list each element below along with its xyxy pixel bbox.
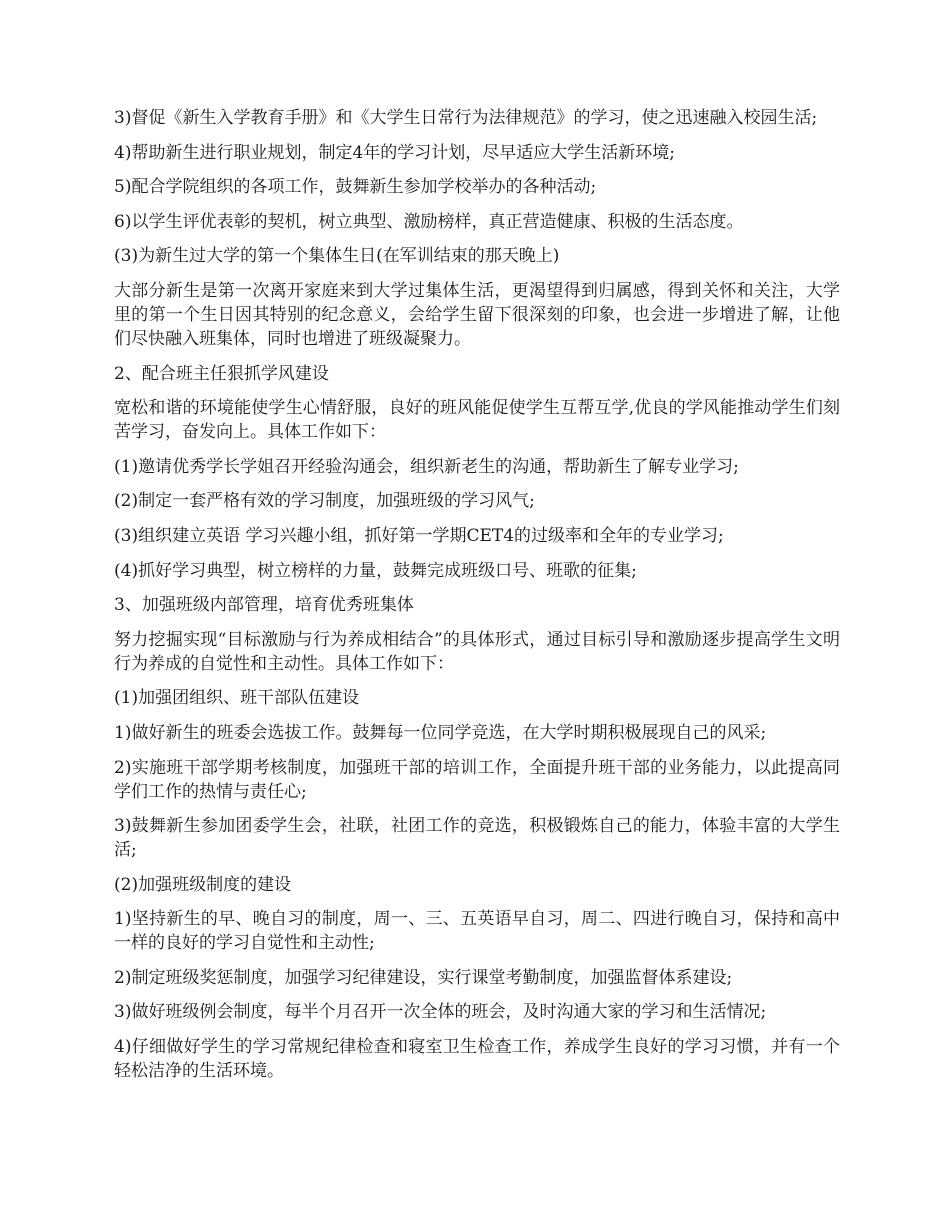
paragraph: 2)制定班级奖惩制度，加强学习纪律建设，实行课堂考勤制度，加强监督体系建设; [114,967,733,988]
paragraph: 1)做好新生的班委会选拔工作。鼓舞每一位同学竞选，在大学时期积极展现自己的风采; [114,722,767,743]
section-heading: (3)为新生过大学的第一个集体生日(在军训结束的那天晚上) [114,246,560,267]
paragraph: 大部分新生是第一次离开家庭来到大学过集体生活，更渴望得到归属感，得到关怀和关注，大学里的第一个生日因其特别的纪念意义，会给学生留下很深刻的印象，也会进一步增进了解，让他们尽快融入班集体，同时也增进了班级凝聚力。 [114,280,840,349]
paragraph: 4)帮助新生进行职业规划，制定4年的学习计划，尽早适应大学生活新环境; [114,142,675,163]
paragraph: 3)鼓舞新生参加团委学生会，社联，社团工作的竞选，积极锻炼自己的能力，体验丰富的大学生活; [114,816,840,861]
paragraph: 3)做好班级例会制度，每半个月召开一次全体的班会，及时沟通大家的学习和生活情况; [114,1002,767,1023]
paragraph: (3)组织建立英语 学习兴趣小组，抓好第一学期CET4的过级率和全年的专业学习; [114,525,724,546]
paragraph: (1)邀请优秀学长学姐召开经验沟通会，组织新老生的沟通，帮助新生了解专业学习; [114,456,739,477]
paragraph: 1)坚持新生的早、晚自习的制度，周一、三、五英语早自习，周二、四进行晚自习，保持和高中一样的良好的学习自觉性和主动性; [114,909,840,954]
paragraph: (2)制定一套严格有效的学习制度，加强班级的学习风气; [114,491,535,512]
section-heading: (1)加强团组织、班干部队伍建设 [114,688,360,709]
section-heading: 3、加强班级内部管理，培育优秀班集体 [114,595,414,616]
document-page [114,106,840,1094]
paragraph: (4)抓好学习典型，树立榜样的力量，鼓舞完成班级口号、班歌的征集; [114,560,637,581]
section-heading: 2、配合班主任狠抓学风建设 [114,363,329,384]
paragraph: 3)督促《新生入学教育手册》和《大学生日常行为法律规范》的学习，使之迅速融入校园生活; [114,108,818,128]
paragraph: 4)仔细做好学生的学习常规纪律检查和寝室卫生检查工作，养成学生良好的学习习惯，并有一个轻松洁净的生活环境。 [114,1037,840,1082]
paragraph: 宽松和谐的环境能使学生心情舒服，良好的班风能促使学生互帮互学,优良的学风能推动学生们刻苦学习，奋发向上。具体工作如下： [114,398,840,443]
paragraph: 努力挖掘实现“目标激励与行为养成相结合”的具体形式，通过目标引导和激励逐步提高学生文明行为养成的自觉性和主动性。具体工作如下： [114,629,840,674]
paragraph: 6)以学生评优表彰的契机，树立典型、激励榜样，真正营造健康、积极的生活态度。 [114,211,744,232]
paragraph: 5)配合学院组织的各项工作，鼓舞新生参加学校举办的各种活动; [114,177,597,198]
paragraph: 2)实施班干部学期考核制度，加强班干部的培训工作，全面提升班干部的业务能力，以此提高同学们工作的热情与责任心; [114,757,840,802]
section-heading: (2)加强班级制度的建设 [114,874,292,895]
